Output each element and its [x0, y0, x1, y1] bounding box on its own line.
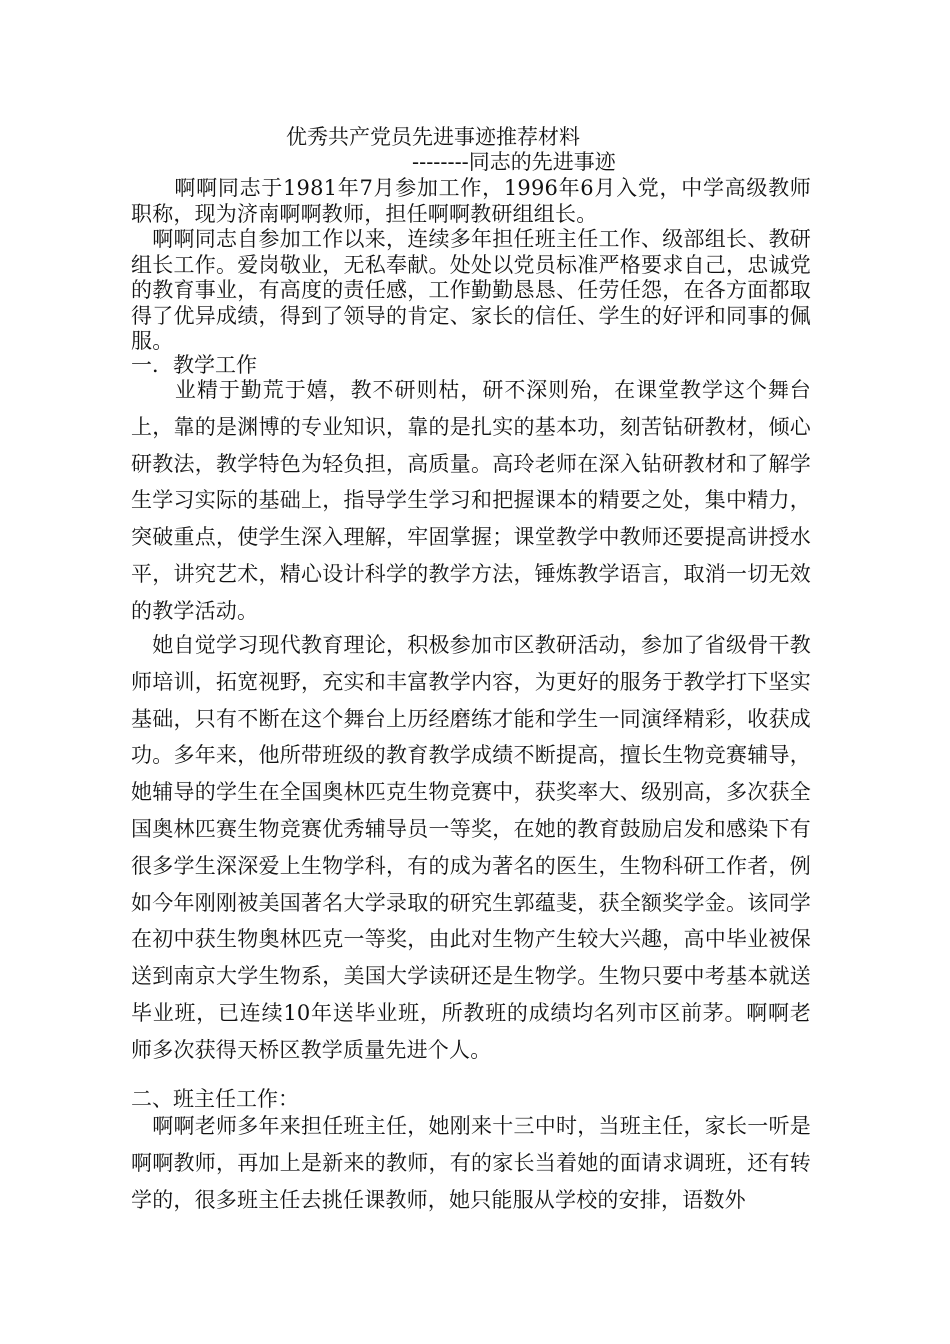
document-subtitle: --------同志的先进事迹	[412, 150, 616, 174]
section-heading-homeroom: 二、班主任工作：	[131, 1087, 299, 1111]
homeroom-paragraph-1: 啊啊老师多年来担任班主任，她刚来十三中时，当班主任，家长一听是啊啊教师，再加上是新来的教师，有的家长当着她的面请求调班，还有转学的，很多班主任去挑任课教师，她只能服从学校的安排，语数外	[131, 1114, 811, 1212]
teaching-paragraph-1: 业精于勤荒于嬉，教不研则枯，研不深则殆，在课堂教学这个舞台上，靠的是渊博的专业知识，靠的是扎实的基本功，刻苦钻研教材，倾心研教法，教学特色为轻负担，高质量。高玲老师在深入钻研教材和了解学生学习实际的基础上，指导学生学习和把握课本的精要之处，集中精力，突破重点，使学生深入理解，牢固掌握；课堂教学中教师还要提高讲授水平，讲究艺术，精心设计科学的教学方法，锤炼教学语言，取消一切无效的教学活动。	[131, 378, 811, 623]
document-title: 优秀共产党员先进事迹推荐材料	[286, 125, 580, 149]
intro-paragraph-1: 啊啊同志于1981年7月参加工作，1996年6月入党，中学高级教师职称，现为济南啊啊教师，担任啊啊教研组组长。	[131, 176, 811, 226]
intro-paragraph-2: 啊啊同志自参加工作以来，连续多年担任班主任工作、级部组长、教研组长工作。爱岗敬业，无私奉献。处处以党员标准严格要求自己，忠诚党的教育事业，有高度的责任感，工作勤勤恳恳、任劳任怨，在各方面都取得了优异成绩，得到了领导的肯定、家长的信任、学生的好评和同事的佩服。	[131, 227, 811, 354]
teaching-paragraph-2: 她自觉学习现代教育理论，积极参加市区教研活动，参加了省级骨干教师培训，拓宽视野，充实和丰富教学内容，为更好的服务于教学打下坚实基础，只有不断在这个舞台上历经磨练才能和学生一同演绎精彩，收获成功。多年来，他所带班级的教育教学成绩不断提高，擅长生物竞赛辅导，她辅导的学生在全国奥林匹克生物竞赛中，获奖率大、级别高，多次获全国奥林匹赛生物竞赛优秀辅导员一等奖，在她的教育鼓励启发和感染下有很多学生深深爱上生物学科，有的成为著名的医生，生物科研工作者，例如今年刚刚被美国著名大学录取的研究生郭蕴斐，获全额奖学金。该同学在初中获生物奥林匹克一等奖，由此对生物产生较大兴趣，高中毕业被保送到南京大学生物系，美国大学读研还是生物学。生物只要中考基本就送毕业班，已连续10年送毕业班，所教班的成绩均名列市区前茅。啊啊老师多次获得天桥区教学质量先进个人。	[131, 633, 811, 1062]
section-heading-teaching: 一．教学工作	[131, 353, 257, 377]
